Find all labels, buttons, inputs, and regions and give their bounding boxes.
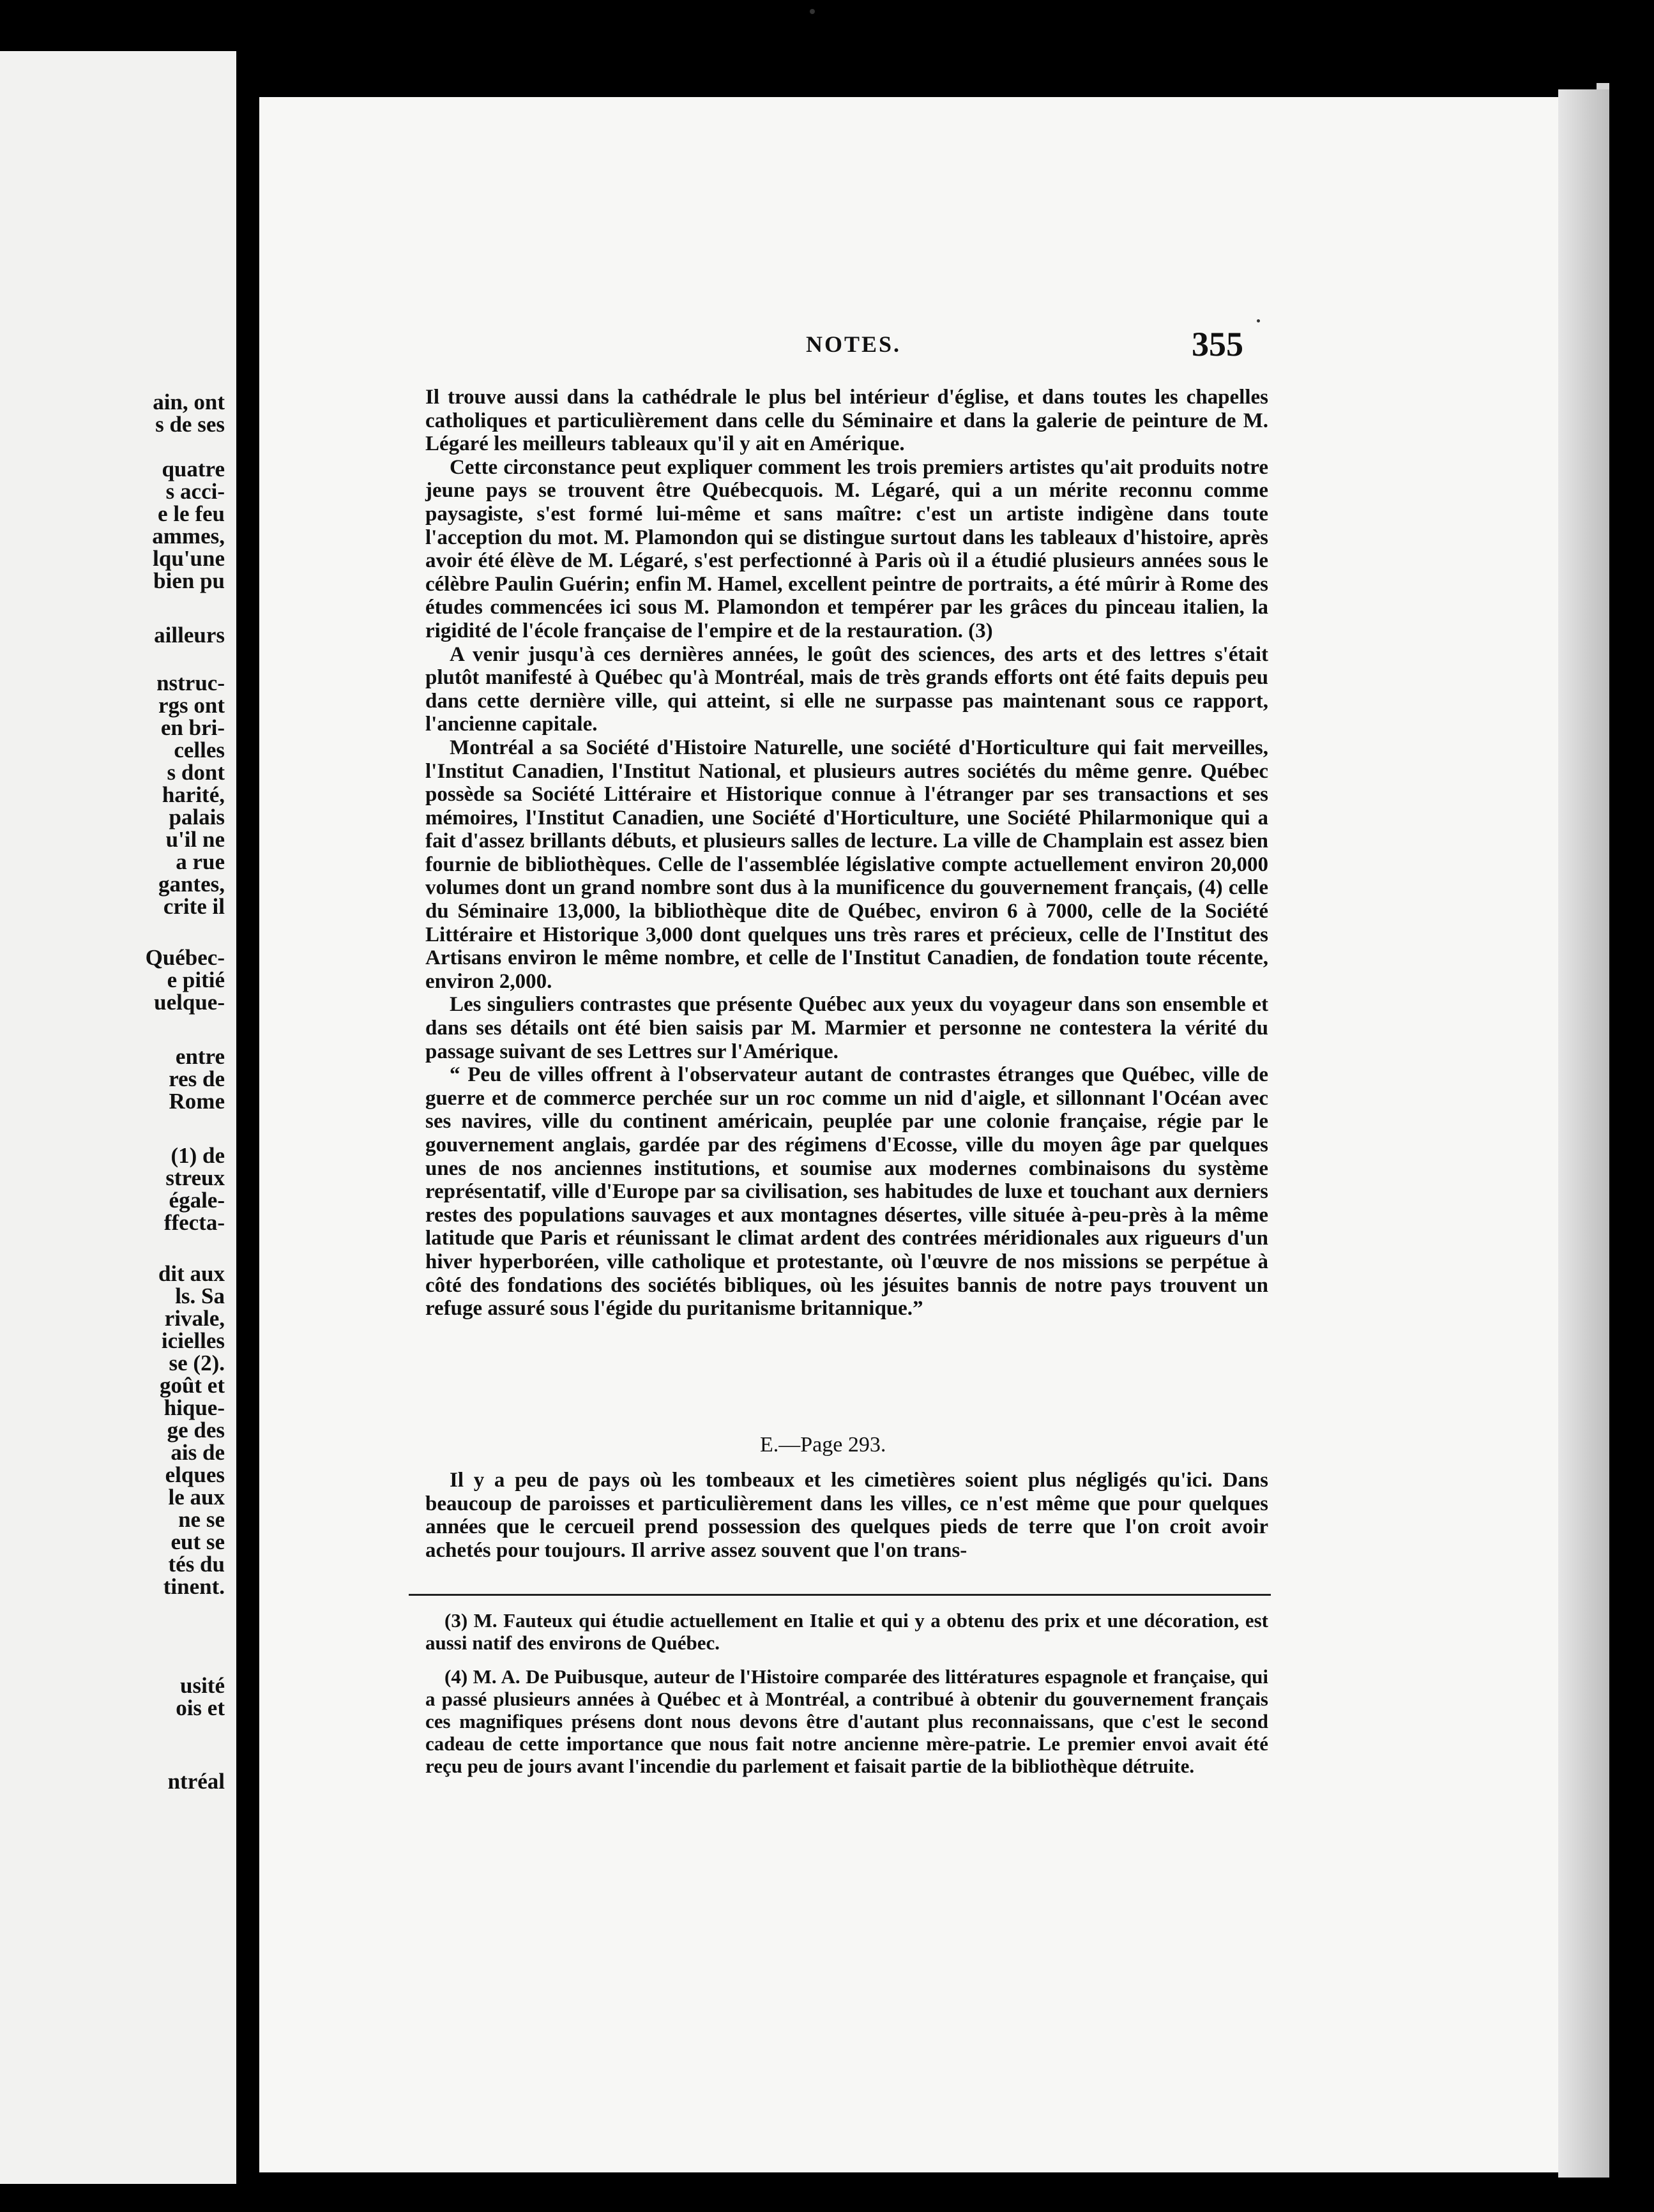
previous-page-line: tés du	[168, 1552, 225, 1577]
previous-page-line: Québec-	[145, 945, 225, 970]
previous-page-line: quatre	[162, 457, 225, 481]
previous-page-line: rivale,	[164, 1306, 225, 1331]
previous-page-line: ffecta-	[163, 1210, 225, 1235]
paragraph: A venir jusqu'à ces dernières années, le goût des sciences, des arts et des lettres s'était plutôt manifesté à Québec qu'à Montréal, mais de très grands efforts ont été faits depuis peu dans cette dernière ville, qui atteint, si elle ne surpasse pas maintenant sous ce rapport, l'ancienne capitale.	[425, 642, 1268, 736]
page-gutter-shadow	[1558, 89, 1609, 2178]
previous-page-line: s acci-	[165, 479, 225, 504]
previous-page-line: ois et	[176, 1695, 225, 1720]
page-number: 355	[1192, 325, 1243, 363]
previous-page-line: goût et	[159, 1373, 225, 1398]
previous-page-line: égale-	[169, 1188, 225, 1213]
running-header: NOTES.	[806, 331, 902, 357]
scan-speck	[810, 9, 815, 14]
paragraph: Il y a peu de pays où les tombeaux et les cimetières soient plus négligés qu'ici. Dans beaucoup de paroisses et particulièrement dans les villes, ce n'est même que pour quelques années que le cercueil prend possession des quelques pieds de terre que l'on croit avoir achetés pour toujours. Il arrive assez souvent que l'on trans-	[425, 1469, 1268, 1562]
previous-page-line: a rue	[176, 849, 225, 874]
footnote: (4) M. A. De Puibusque, auteur de l'Histoire comparée des littératures espagnole et française, qui a passé plusieurs années à Québec et à Montréal, a contribué à obtenir du gouvernement français ces magnifiques présens dont nous devons être d'autant plus reconnaissans, que c'est le second cadeau de cette importance que nous fait notre ancienne mère-patrie. Le premier envoi avait été reçu peu de jours avant l'incendie du parlement et faisait partie de la bibliothèque détruite.	[425, 1665, 1268, 1777]
previous-page-line: e pitié	[167, 967, 225, 992]
previous-page-line: Rome	[169, 1089, 225, 1114]
previous-page-line: streux	[165, 1165, 225, 1190]
previous-page-line: ntréal	[167, 1769, 225, 1794]
previous-page-line: entre	[175, 1044, 225, 1069]
previous-page-line: se (2).	[169, 1351, 225, 1375]
previous-page-line: harité,	[162, 782, 225, 807]
footnotes	[425, 1609, 1268, 1789]
previous-page-line: bien pu	[153, 568, 225, 593]
section-heading: E.—Page 293.	[760, 1433, 886, 1457]
previous-page-line: rgs ont	[158, 693, 225, 718]
previous-page-line: uelque-	[154, 990, 225, 1015]
previous-page	[0, 51, 236, 2184]
previous-page-line: ge des	[167, 1418, 225, 1443]
previous-page-line: ne se	[178, 1507, 225, 1532]
previous-page-line: dit aux	[158, 1261, 225, 1286]
previous-page-line: ais de	[171, 1440, 225, 1465]
previous-page-line: e le feu	[158, 501, 225, 526]
previous-page-line: ailleurs	[154, 623, 225, 648]
footnote-divider	[409, 1594, 1271, 1596]
previous-page-line: u'il ne	[165, 827, 225, 852]
previous-page-line: usité	[180, 1673, 225, 1698]
previous-page-line: s de ses	[155, 412, 225, 437]
previous-page-line: ammes,	[152, 524, 225, 549]
main-text-continued	[425, 1469, 1268, 1562]
previous-page-line: nstruc-	[156, 670, 225, 695]
paragraph: Montréal a sa Société d'Histoire Naturelle, une société d'Horticulture qui fait merveilles, l'Institut Canadien, l'Institut National, et plusieurs autres sociétés du même genre. Québec possède sa Société Littéraire et Historique connue à l'étranger par ses transactions et ses mémoires, l'Institut Canadien, une Société d'Horticulture, une Société Philarmonique qui a fait d'assez brillants débuts, et plusieurs salles de lecture. La ville de Champlain est assez bien fournie de bibliothèques. Celle de l'assemblée législative compte actuellement environ 20,000 volumes dont un grand nombre sont dus à la munificence du gouvernement français, (4) celle du Séminaire 13,000, la bibliothèque dite de Québec, environ 6 à 7000, celle de la Société Littéraire et Historique 3,000 dont quelques uns très rares et précieux, celle de l'Institut des Artisans environ le même nombre, et celle de l'Institut Canadien, de fondation toute récente, environ 2,000.	[425, 736, 1268, 993]
previous-page-line: lqu'une	[153, 546, 225, 571]
previous-page-line: ls. Sa	[175, 1284, 225, 1308]
previous-page-line: en bri-	[160, 715, 225, 740]
paragraph: Il trouve aussi dans la cathédrale le plus bel intérieur d'église, et dans toutes les chapelles catholiques et particulièrement dans celle du Séminaire et dans la galerie de peinture de M. Légaré les meilleurs tableaux qu'il y ait en Amérique.	[425, 386, 1268, 456]
scan-speck	[1257, 319, 1260, 322]
previous-page-line: hique-	[163, 1395, 225, 1420]
previous-page-line: celles	[174, 738, 225, 762]
previous-page-line: gantes,	[158, 872, 225, 897]
footnote: (3) M. Fauteux qui étudie actuellement en Italie et qui y a obtenu des prix et une décoration, est aussi natif des environs de Québec.	[425, 1609, 1268, 1654]
main-text	[425, 386, 1268, 1321]
previous-page-line: (1) de	[171, 1143, 225, 1168]
previous-page-line: le aux	[168, 1485, 225, 1510]
previous-page-line: eut se	[171, 1529, 225, 1554]
previous-page-line: tinent.	[163, 1574, 225, 1599]
previous-page-line: icielles	[161, 1328, 225, 1353]
previous-page-line: crite il	[163, 894, 225, 919]
previous-page-line: ain, ont	[153, 390, 225, 414]
paragraph: Cette circonstance peut expliquer comment les trois premiers artistes qu'ait produits notre jeune pays se trouvent être Québecquois. M. Légaré, qui a un mérite reconnu comme paysagiste, s'est formé lui-même et sans maître: c'est un artiste indigène dans toute l'acception du mot. M. Plamondon qui se distingue surtout dans les tableaux d'histoire, après avoir été élève de M. Légaré, s'est perfectionné à Paris où il a étudié plusieurs années sous le célèbre Paulin Guérin; enfin M. Hamel, excellent peintre de portraits, a été mûrir à Rome des études commencées ici sous M. Plamondon et tempérer par les grâces du pinceau italien, la rigidité de l'école française de l'empire et de la restauration. (3)	[425, 455, 1268, 642]
previous-page-line: res de	[169, 1066, 225, 1091]
paragraph: Les singuliers contrastes que présente Québec aux yeux du voyageur dans son ensemble et dans ses détails ont été bien saisis par M. Marmier et personne ne contestera la vérité du passage suivant de ses Lettres sur l'Amérique.	[425, 993, 1268, 1063]
previous-page-line: elques	[165, 1462, 225, 1487]
previous-page-line: palais	[169, 805, 225, 830]
previous-page-line: s dont	[167, 760, 225, 785]
paragraph: “ Peu de villes offrent à l'observateur autant de contrastes étranges que Québec, ville de guerre et de commerce perchée sur un roc comme un nid d'aigle, et sillonnant l'Océan avec ses navires, ville du continent américain, peuplée par une colonie française, régie par le gouvernement anglais, gardée par des régimens d'Ecosse, ville du moyen âge par quelques unes de nos anciennes institutions, et soumise aux modernes combinaisons du système représentatif, ville d'Europe par sa civilisation, ses habitudes de luxe et touchant aux derniers restes des populations sauvages et aux montagnes désertes, ville située à-peu-près à la même latitude que Paris et réunissant le climat ardent des contrées méridionales aux rigueurs d'un hiver hyperboréen, ville catholique et protestante, où l'œuvre de nos missions se perpétue à côté des fondations des sociétés bibliques, où les jésuites bannis de notre pays trouvent un refuge assuré sous l'égide du puritanisme britannique.”	[425, 1063, 1268, 1321]
